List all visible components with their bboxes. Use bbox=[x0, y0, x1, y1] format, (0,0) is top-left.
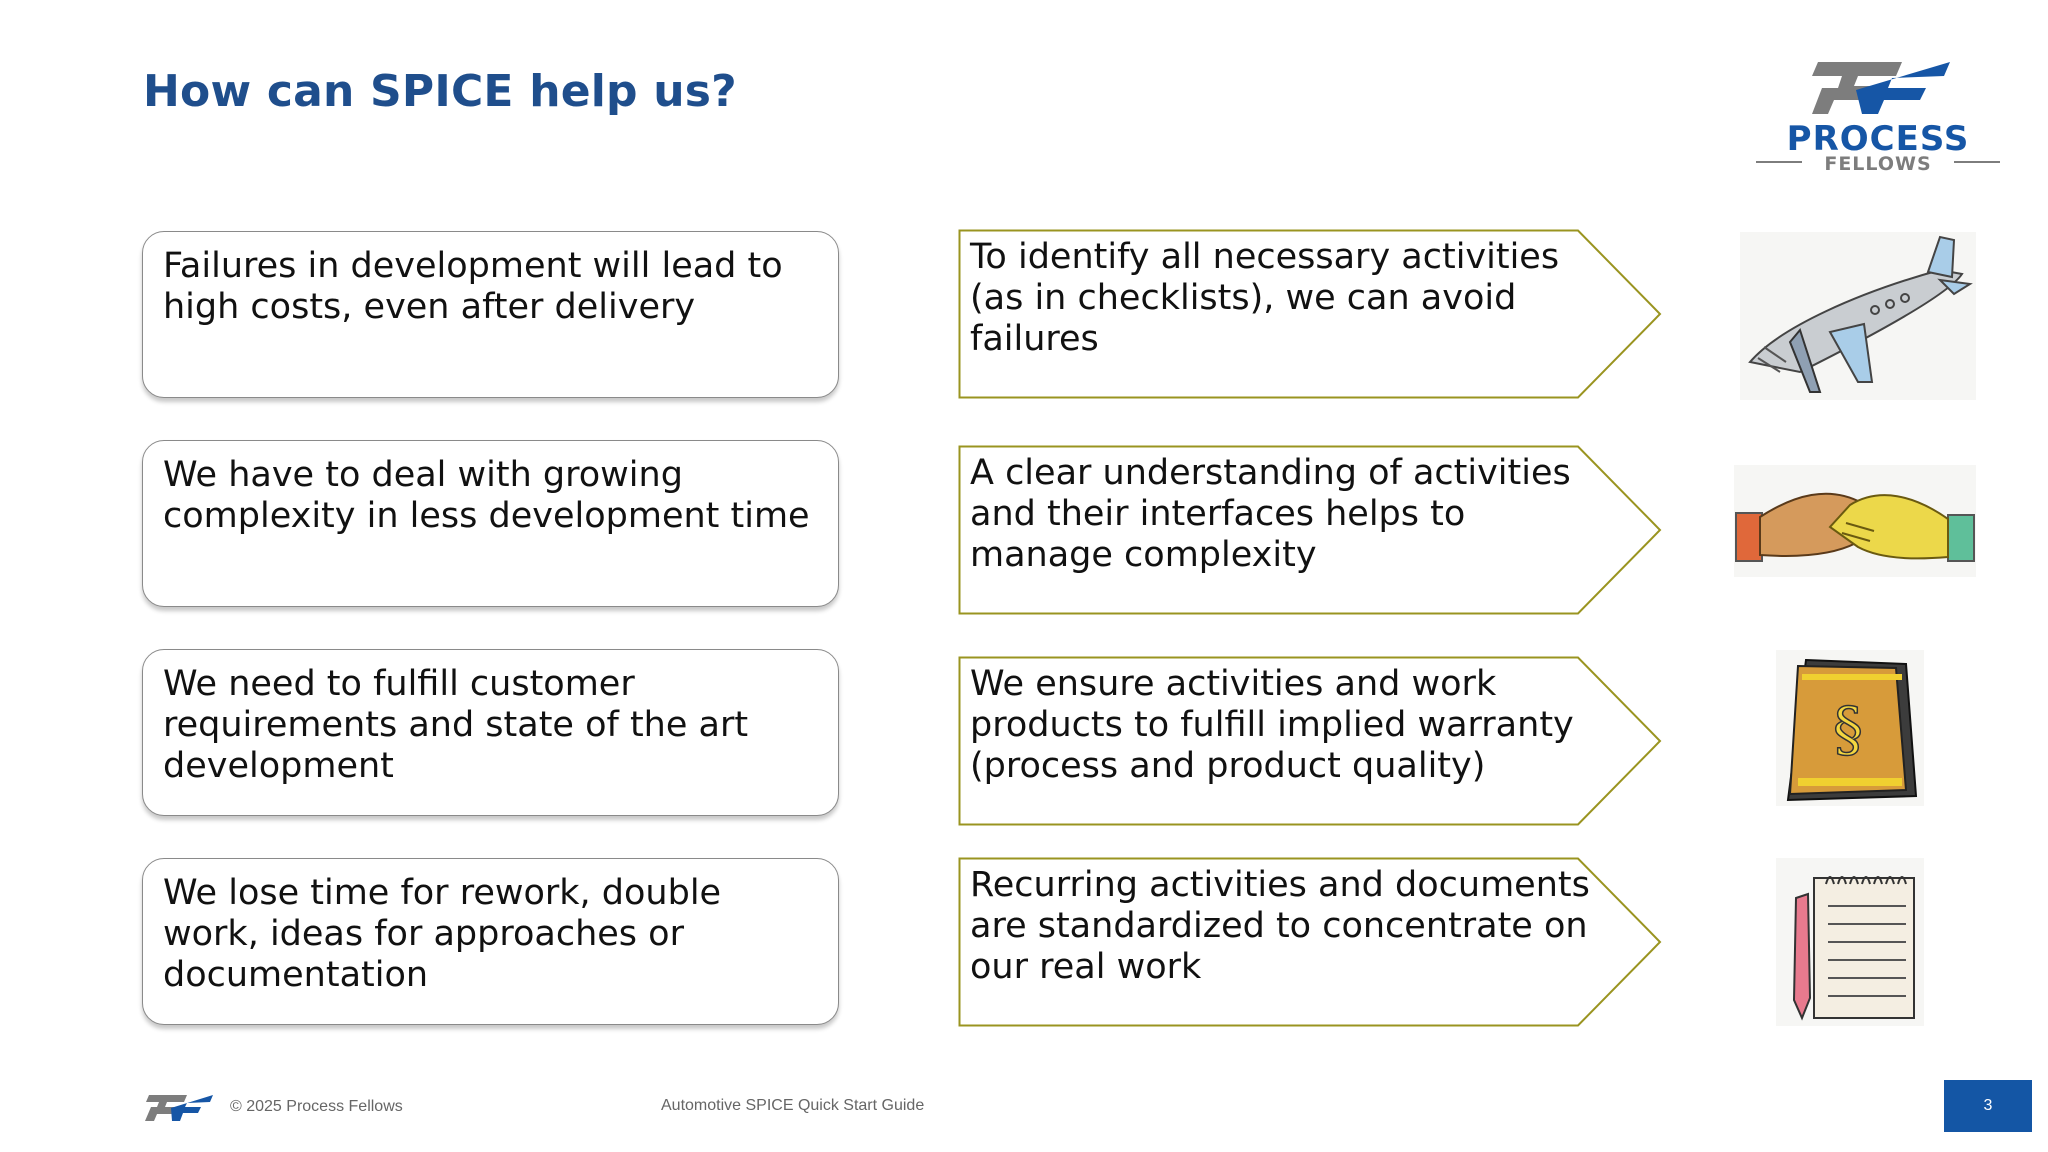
problem-text: We lose time for rework, double work, ideas for approaches or documentation bbox=[163, 873, 722, 995]
law-book-icon bbox=[1776, 650, 1924, 806]
problem-card-1 bbox=[142, 231, 839, 398]
airplane-icon bbox=[1740, 232, 1976, 400]
handshake-icon bbox=[1734, 465, 1976, 577]
page-number-badge bbox=[1944, 1080, 2032, 1132]
svg-text:FELLOWS: FELLOWS bbox=[1824, 153, 1932, 174]
page-number: 3 bbox=[1983, 1097, 1993, 1114]
pf-logo-mark-icon bbox=[1812, 62, 1950, 114]
solution-arrow-3 bbox=[958, 656, 1663, 826]
problem-card-2 bbox=[142, 440, 839, 607]
solution-text: A clear understanding of activities and their interfaces helps to manage complexity bbox=[970, 453, 1571, 575]
problem-text: Failures in development will lead to high costs, even after delivery bbox=[163, 246, 783, 327]
solution-text: We ensure activities and work products to fulfill implied warranty (process and product quality) bbox=[970, 664, 1574, 786]
svg-text:PROCESS: PROCESS bbox=[1786, 119, 1970, 159]
problem-text: We need to fulfill customer requirements and state of the art development bbox=[163, 664, 749, 786]
notepad-icon bbox=[1776, 858, 1924, 1026]
solution-arrow-1 bbox=[958, 229, 1663, 399]
guide-title: Automotive SPICE Quick Start Guide bbox=[661, 1097, 925, 1114]
problem-card-3 bbox=[142, 649, 839, 816]
slide-title: How can SPICE help us? bbox=[143, 66, 737, 117]
solution-text: Recurring activities and documents are standardized to concentrate on our real work bbox=[970, 865, 1590, 987]
process-fellows-logo bbox=[1750, 58, 2006, 174]
copyright-text: © 2025 Process Fellows bbox=[230, 1098, 403, 1115]
solution-arrow-4 bbox=[958, 857, 1663, 1027]
solution-arrow-2 bbox=[958, 445, 1663, 615]
problem-text: We have to deal with growing complexity in less development time bbox=[163, 455, 810, 536]
pf-footer-logo-icon bbox=[143, 1093, 215, 1123]
solution-text: To identify all necessary activities (as in checklists), we can avoid failures bbox=[970, 237, 1560, 359]
problem-card-4 bbox=[142, 858, 839, 1025]
svg-text:§: § bbox=[1833, 695, 1863, 765]
